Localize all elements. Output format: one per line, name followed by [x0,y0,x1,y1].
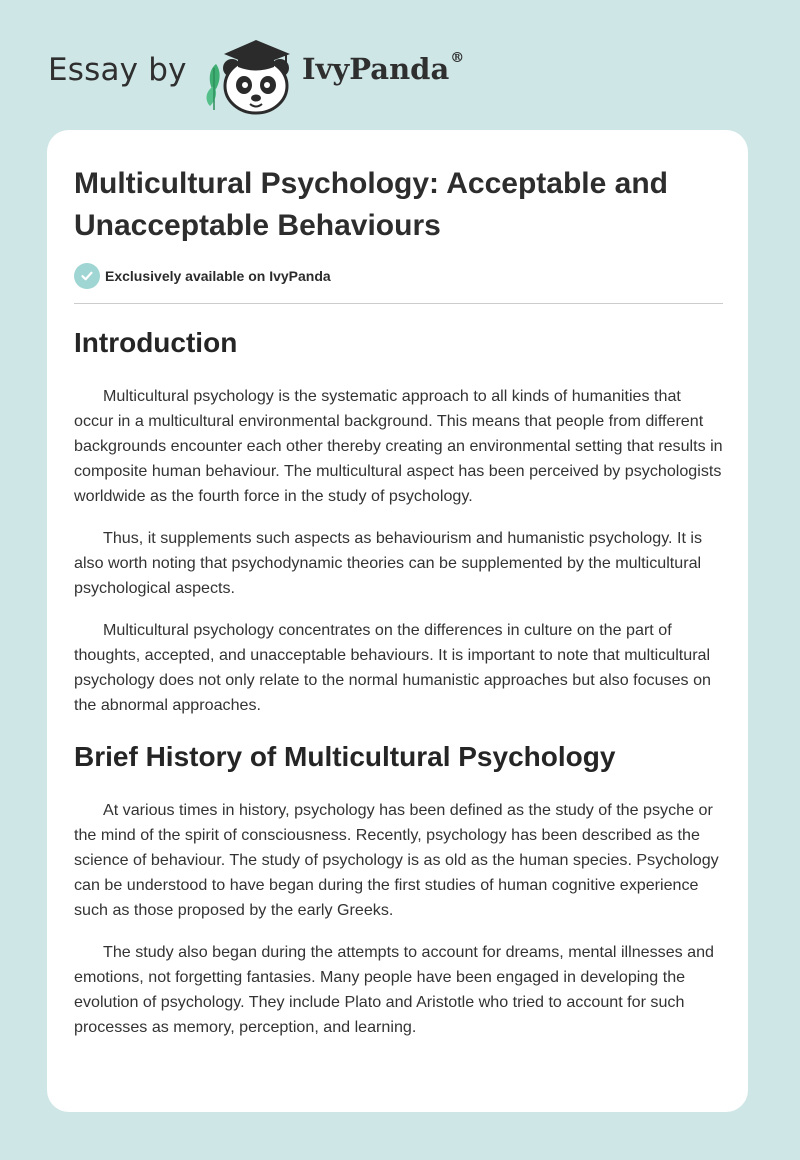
brand-name[interactable] [302,52,464,86]
essay-card [47,130,748,1112]
paragraph: Thus, it supplements such aspects as behaviourism and humanistic psychology. It is also worth noting that psychodynamic theories can be supplemented by the multicultural psychological aspects. [74,529,703,597]
site-header [48,30,568,116]
exclusive-badge [74,263,331,289]
divider [74,303,723,304]
essay-by-label: Essay by [48,52,187,88]
section-heading-brief-history: Brief History of Multicultural Psychology [74,741,616,772]
brand-label: IvyPanda [302,52,450,86]
paragraph: At various times in history, psychology has been defined as the study of the psyche or the mind of the spirit of consciousness. Recently, psychology has been described as the science of behaviour. The study of psychology is as old as the human species. Psychology can be understood to have began during the first studies of human cognitive experience such as those proposed by the early Greeks. [74,801,719,919]
registered-mark: ® [450,50,465,66]
panda-logo-icon[interactable] [202,34,298,116]
essay-body [74,320,724,1040]
page-title: Multicultural Psychology: Acceptable and Unacceptable Behaviours [74,167,668,242]
paragraph: Multicultural psychology concentrates on the differences in culture on the part of thoughts, accepted, and unacceptable behaviours. It is important to note that multicultural psychology does not only relate to the normal humanistic approaches but also focuses on the abnormal approaches. [74,621,711,714]
paragraph: Multicultural psychology is the systematic approach to all kinds of humanities that occur in a multicultural environmental background. This means that people from different backgrounds encounter each other thereby creating an environmental setting that results in composite human behaviour. The multicultural aspect has been perceived by psychologists worldwide as the fourth force in the study of psychology. [74,387,723,505]
section-heading-introduction: Introduction [74,327,238,358]
paragraph: The study also began during the attempts to account for dreams, mental illnesses and emotions, not forgetting fantasies. Many people have been engaged in developing the evolution of psychology. They include Plato and Aristotle who tried to account for such processes as memory, perception, and learning. [74,943,715,1036]
check-circle-icon [74,263,100,289]
badge-text: Exclusively available on IvyPanda [105,268,331,284]
